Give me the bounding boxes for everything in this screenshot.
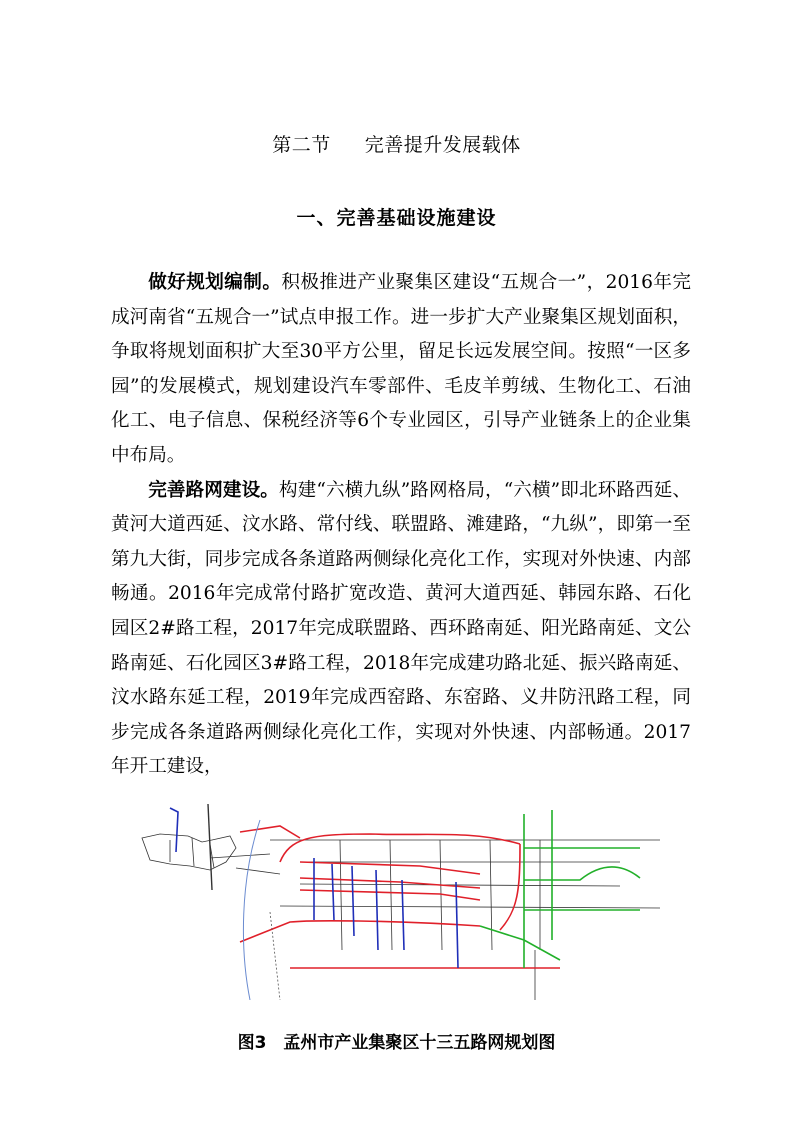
map-blue-road bbox=[402, 880, 404, 950]
subsection-title: 一、完善基础设施建设 bbox=[296, 207, 497, 229]
map-blue-roads bbox=[170, 808, 458, 968]
paragraph-lead: 完善路网建设。 bbox=[148, 479, 279, 501]
section-title: 完善提升发展载体 bbox=[364, 134, 521, 156]
map-west-district bbox=[142, 834, 236, 870]
map-red-road bbox=[240, 921, 480, 942]
map-blue-road bbox=[352, 866, 354, 936]
map-red-road bbox=[300, 862, 480, 874]
paragraph-lead: 做好规划编制。 bbox=[148, 272, 282, 293]
map-red-road bbox=[300, 878, 480, 888]
map-base-lines bbox=[142, 804, 660, 1000]
map-grid-line bbox=[340, 840, 540, 950]
map-dashed-road bbox=[270, 912, 280, 1000]
map-red-road bbox=[280, 834, 520, 862]
road-network-map bbox=[140, 800, 660, 1000]
map-red-road bbox=[240, 826, 300, 838]
paragraph-road-network bbox=[111, 474, 691, 785]
figure-caption: 图3 孟州市产业集聚区十三五路网规划图 bbox=[237, 1033, 556, 1053]
map-divider-line bbox=[208, 804, 212, 890]
map-blue-road bbox=[170, 808, 178, 852]
map-red-road bbox=[500, 844, 520, 930]
map-outer-ring bbox=[243, 820, 260, 1000]
paragraph-text: 构建“六横九纵”路网格局，“六横”即北环路西延、黄河大道西延、汶水路、常付线、联盟路、滩建路，“九纵”，即第一至第九大街，同步完成各条道路两侧绿化亮化工作，实现对外快速、内部畅通。2016年完成常付路扩宽改造、黄河大道西延、韩园东路、石化园区2#路工程，2017年完成联盟路、西环路南延、阳光路南延、文公路南延、石化园区3#路工程，2018年完成建功路北延、振兴路南延、汶水路东延工程，2019年完成西窑路、东窑路、义井防汛路工程，同步完成各条道路两侧绿化亮化工作，实现对外快速、内部畅通。2017年开工建设， bbox=[111, 479, 691, 778]
section-label: 第二节 bbox=[272, 134, 331, 156]
map-blue-road bbox=[376, 870, 378, 950]
map-road-line bbox=[210, 854, 270, 858]
map-blue-road bbox=[332, 864, 334, 920]
map-green-road bbox=[524, 867, 640, 880]
map-green-roads bbox=[480, 810, 640, 968]
section-heading bbox=[0, 130, 793, 157]
paragraph-planning bbox=[111, 266, 691, 474]
map-road-line bbox=[236, 868, 280, 874]
map-blue-road bbox=[456, 882, 458, 968]
body-text bbox=[111, 266, 691, 785]
map-red-roads bbox=[240, 826, 560, 968]
map-red-road bbox=[300, 890, 480, 900]
paragraph-text: 积极推进产业聚集区建设“五规合一”，2016年完成河南省“五规合一”试点申报工作。进一步扩大产业聚集区规划面积，争取将规划面积扩大至30平方公里，留足长远发展空间。按照“一区多园”的发展模式，规划建设汽车零部件、毛皮羊剪绒、生物化工、石油化工、电子信息、保税经济等6个专业园区，引导产业链条上的企业集中布局。 bbox=[111, 272, 691, 466]
